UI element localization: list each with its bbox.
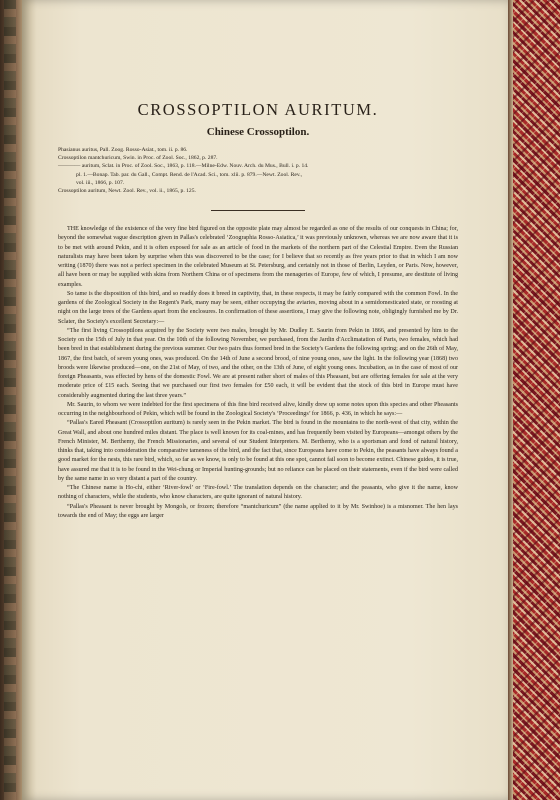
synonymy-line: vol. iii., 1866, p. 107.: [76, 179, 125, 186]
page-subtitle: Chinese Crossoptilon.: [206, 126, 310, 138]
body-text: [58, 225, 458, 521]
section-divider: [211, 210, 305, 211]
body-paragraph: “The Chinese name is Ho-chi, either ‘River-fowl’ or ‘Fire-fowl.’ The translation depends on the character; and the peasants, who give it the name, know nothing of characters, while the students, who know characters, are quite ignorant of natural history.: [58, 485, 458, 501]
book-spine-edge: [0, 0, 22, 800]
body-paragraph: So tame is the disposition of this bird, and so readily does it breed in captivity, that, in these respects, it may be fairly compared with the common Fowl. In the gardens of the Zoological Society in the Regent's Park, many may be seen, either occupying the aviaries, moving about in a semidomesticated state, or roosting at night on the large trees of the Gardens apart from the enclosures. In confirmation of these assertions, I may give the following note, obligingly furnished me by Dr. Sclater, the Society's excellent Secretary:—: [58, 290, 458, 325]
synonymy-line: pl. 1.—Bonap. Tab. par. du Gall., Compt. Rend. de l'Acad. Sci., tom. xlii. p. 879.—Newt. Zool. Rev.,: [76, 171, 303, 178]
synonymy-line: Crossoptilon auritum, Newt. Zool. Rev., vol. ii., 1865, p. 125.: [58, 188, 196, 195]
body-paragraph: “Pallas's Pheasant is never brought by Mongols, or frozen; therefore “mantchuricum” (the name applied to it by Mr. Swinhoe) is a misnomer. The hen lays towards the end of May; the eggs are larger: [58, 503, 458, 519]
page-title: CROSSOPTILON AURITUM.: [137, 100, 379, 119]
body-paragraph: THE knowledge of the existence of the very fine bird figured on the opposite plate may almost be regarded as one of the results of our conquests in China; for, beyond the somewhat vague description given in Pallas's celebrated ‘Zoographia Rosso-Asiatica,’ it was previously unknown, whereas we are now aware that it is to be met with around Pekin, and it is often exposed for sale as an article of food in the markets of the northern part of the Celestial Empire. Even the Russian naturalists may have been taken by surprise when this was discovered to be the case; for I believe that so recently as five years prior to that in which I am now writing (1870) there was not a perfect specimen in the celebrated Museum at St. Petersburg, and certainly not in those of Berlin, Leyden, or Paris. Now, however, all have been or may be supplied with skins from Northern China or of specimens from the menageries of Europe, few of which, I presume, are destitute of living examples.: [58, 226, 458, 288]
body-paragraph: “Pallas's Eared Pheasant (Crossoptilon auritum) is rarely seen in the Pekin market. The bird is found in the mountains to the north-west of that city, within the Great Wall, and about one hundred miles distant. The place is well known for its coal-mines, and has frequently been visited by Europeans—amongst others by the French Minister, M. Berthemy, the French Missionaries, and several of our Student Interpreters. M. Berthemy, who is a sportsman and fond of natural history, thinks that, taking into consideration the comparative tameness of the bird, and the fact that, since Europeans have come to Pekin, the peasants have always found a good market for the nests, this rare bird, which, so far as we know, is only to be found at this one spot, cannot fail soon to become extinct. Chinese guides, it is true, have assured me that it is to be found in the Wei-chung or Imperial hunting-grounds; but no reliance can be placed on their statements, even if the bird were called by the same name in so very distant a part of the country.: [58, 420, 458, 482]
synonymy-block: [58, 146, 458, 195]
marbled-endpaper: [508, 0, 560, 800]
synonymy-line: Phasianus auritus, Pall. Zoog. Rosso-Asiat., tom. ii. p. 86.: [58, 147, 188, 153]
synonymy-line: Crossoptilon mantchuricum, Swin. in Proc. of Zool. Soc., 1862, p. 287.: [58, 155, 218, 162]
page-content: [58, 100, 458, 521]
body-paragraph: Mr. Saurin, to whom we were indebted for the first specimens of this fine bird received alive, kindly drew up some notes upon this species and other Pheasants occurring in the neighbourhood of Pekin, which will be found in the Zoological Society's ‘Proceedings’ for 1866, p. 436, in which he says:—: [58, 401, 458, 418]
synonymy-line: ———— auritum, Sclat. in Proc. of Zool. Soc., 1863, p. 118.—Milne-Edw. Nouv. Arch. du Mus., Bull. i. p. 14.: [58, 163, 309, 170]
body-paragraph: “The first living Crossoptilons acquired by the Society were two males, brought by Mr. Dudley E. Saurin from Pekin in 1866, and presented by him to the Society on the 15th of July in that year. On the 10th of the following November, we purchased, from the Jardin d'Acclimatation of Paris, two females, which had been bred in that establishment during the previous summer. Our two pairs thus formed bred in the Society's Gardens the following spring; and on the 26th of May, 1867, the first batch, of seven young ones, was produced. On the 14th of June a second brood, of nine young ones, saw the light. In the following year (1868) two broods were likewise produced—one, on the 21st of May, of two, and the other, on the 13th of June, of eight young ones. Incubation, as in the case of most of our foreign Pheasants, was effected by hens of the domestic Fowl. We are at present rather short of males of this Pheasant, but are offering females for sale at the very moderate price of £15 each. Seeing that we purchased our first two females for £50 each, it will be evident that the stock of this bird in Europe must have considerably augmented during the last three years.”: [58, 327, 458, 399]
